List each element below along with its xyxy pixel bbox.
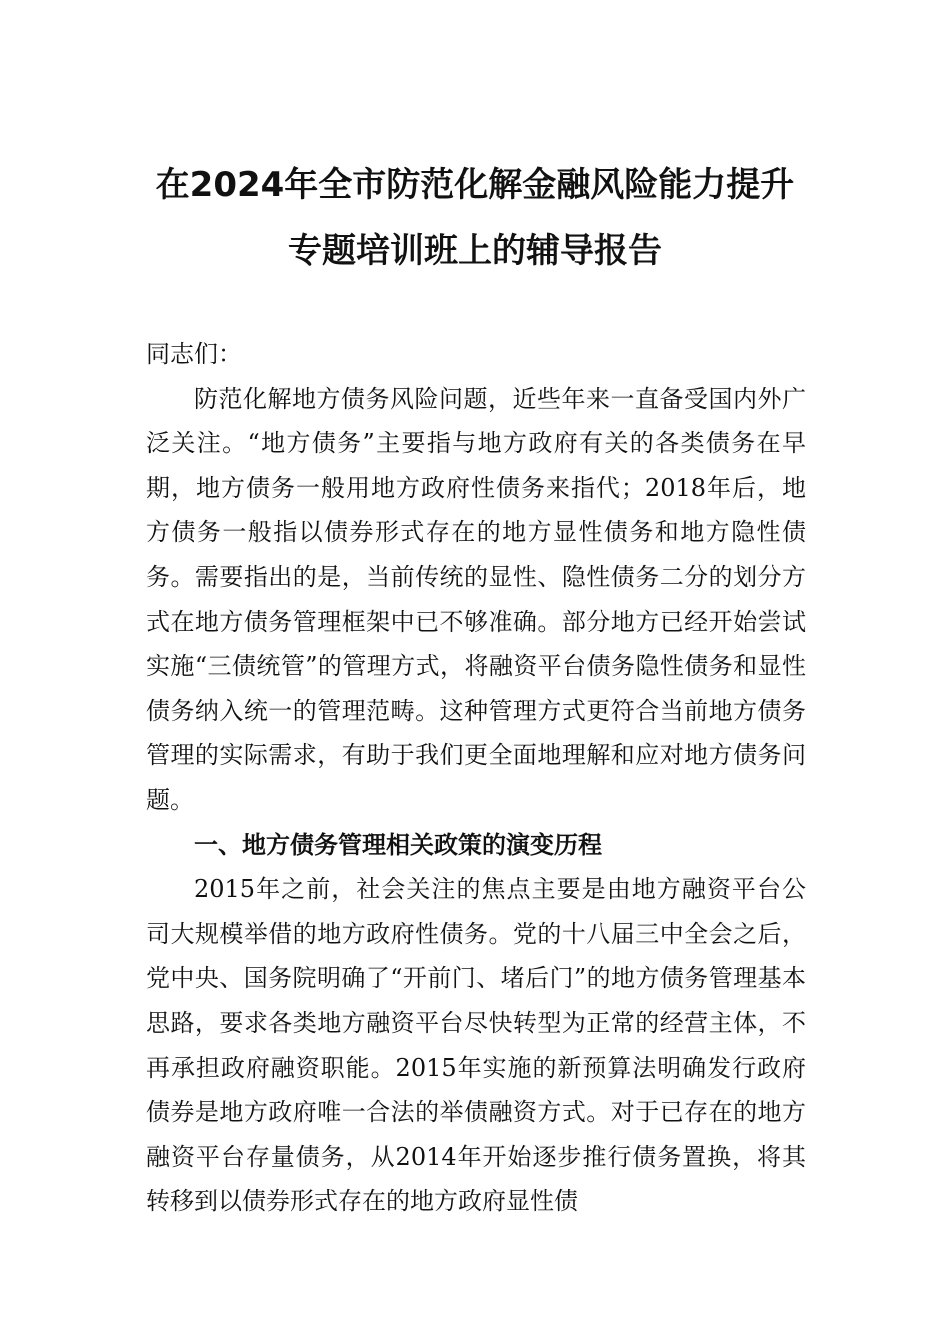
- section-heading-1: 一、地方债务管理相关政策的演变历程: [194, 830, 602, 859]
- paragraph-policy-history: 2015年之前，社会关注的焦点主要是由地方融资平台公司大规模举借的地方政府性债务。党的十八届三中全会之后，党中央、国务院明确了“开前门、堵后门”的地方债务管理基本思路，要求各类地方融资平台尽快转型为正常的经营主体，不再承担政府融资职能。2015年实施的新预算法明确发行政府债券是地方政府唯一合法的举债融资方式。对于已存在的地方融资平台存量债务，从2014年开始逐步推行债务置换，将其转移到以债券形式存在的地方政府显性债: [146, 875, 806, 1216]
- paragraph-intro: 防范化解地方债务风险问题，近些年来一直备受国内外广泛关注。“地方债务”主要指与地方政府有关的各类债务在早期，地方债务一般用地方政府性债务来指代；2018年后，地方债务一般指以债券形式存在的地方显性债务和地方隐性债务。需要指出的是，当前传统的显性、隐性债务二分的划分方式在地方债务管理框架中已不够准确。部分地方已经开始尝试实施“三债统管”的管理方式，将融资平台债务隐性债务和显性债务纳入统一的管理范畴。这种管理方式更符合当前地方债务管理的实际需求，有助于我们更全面地理解和应对地方债务问题。: [146, 384, 806, 814]
- document-body: [146, 332, 806, 1224]
- document-title-line-2: 专题培训班上的辅导报告: [288, 231, 662, 271]
- document-title-line-1: 在2024年全市防范化解金融风险能力提升: [155, 165, 795, 205]
- salutation: 同志们：: [146, 340, 242, 368]
